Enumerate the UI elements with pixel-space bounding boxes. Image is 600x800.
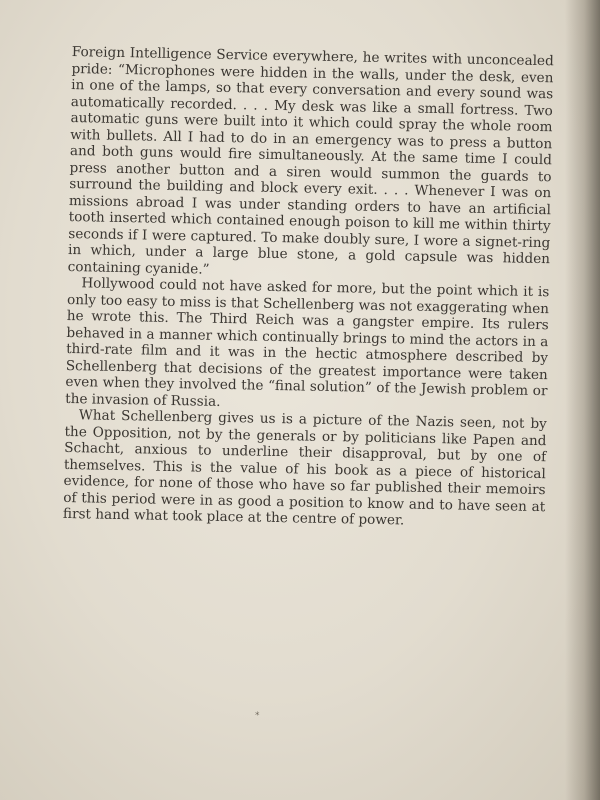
body-text [63, 44, 554, 532]
ink-speck-icon: ⁎ [255, 708, 260, 718]
paragraph-1: Foreign Intelligence Service everywhere, he writes with unconcealed pride: “Microphones were hidden in the walls, under the desk, even in one of the lamps, so that every conversation and every sound was automatically recorded. . . . My desk was like a small fortress. Two automatic guns were built into it which could spray the whole room with bullets. All I had to do in an emergency was to press a button and both guns would fire simultaneously. At the same time I could press another button and a siren would summon the guards to surround the building and block every exit. . . . Whenever I was on missions abroad I was under standing orders to have an artificial tooth inserted which contained enough poison to kill me within thirty seconds if I were captured. To make doubly sure, I wore a signet-ring in which, under a large blue stone, a gold capsule was hidden containing cyanide.” [67, 44, 554, 278]
page-gutter-shadow [565, 0, 600, 800]
paragraph-2: Hollywood could not have asked for more, but the point which it is only too easy to miss is that Schellenberg was not exaggerating when he wrote this. The Third Reich was a gangster empire. Its rulers behaved in a manner which continually brings to mind the actors in a third-rate film and it was in the hectic atmosphere described by Schellenberg that decisions of the greatest importance were taken even when they involved the “final solution” of the Jewish problem or the invasion of Russia. [65, 275, 550, 410]
paragraph-3: What Schellenberg gives us is a picture of the Nazis seen, not by the Opposition, not by the generals or by politicians like Papen and Schacht, anxious to underline their disapproval, but by one of themselves. This is the value of his book as a piece of historical evidence, for none of those who have so far published their memoirs of this period were in as good a position to know and to have seen at first hand what took place at the centre of power. [62, 407, 547, 529]
